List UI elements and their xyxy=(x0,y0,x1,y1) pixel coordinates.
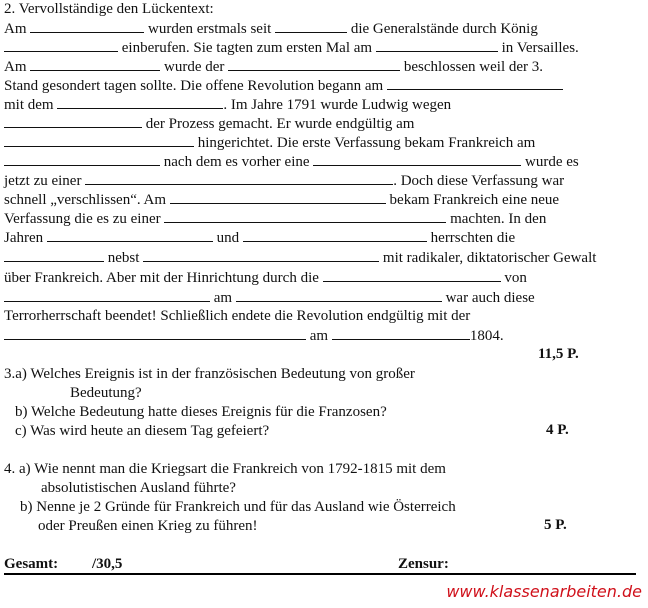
task2-points: 11,5 P. xyxy=(538,346,579,362)
cloze-line-5: mit dem . Im Jahre 1791 wurde Ludwig wegen xyxy=(4,97,452,113)
cloze-line-8: nach dem es vorher eine wurde es xyxy=(4,152,579,172)
cloze-line-15: am war auch diese xyxy=(4,288,535,308)
blank[interactable] xyxy=(387,76,563,90)
cloze-line-3: Am wurde der beschlossen weil der 3. xyxy=(4,59,544,75)
blank[interactable] xyxy=(4,326,306,340)
blank[interactable] xyxy=(143,248,379,262)
task3-b: b) Welche Bedeutung hatte dieses Ereignis für die Franzosen? xyxy=(15,404,387,420)
task3-points: 4 P. xyxy=(546,422,569,438)
blank[interactable] xyxy=(4,152,160,166)
blank[interactable] xyxy=(275,19,347,33)
cloze-line-16: Terrorherrschaft beendet! Schließlich endete die Revolution endgültig mit der xyxy=(4,308,471,324)
blank[interactable] xyxy=(313,152,521,166)
task4-b-line1: b) Nenne je 2 Gründe für Frankreich und für das Ausland wie Österreich xyxy=(20,499,456,515)
watermark-link[interactable]: www.klassenarbeiten.de xyxy=(446,582,642,601)
task4-a-line1: 4. a) Wie nennt man die Kriegsart die Frankreich von 1792-1815 mit dem xyxy=(4,461,446,477)
cloze-line-13: nebst mit radikaler, diktatorischer Gewalt xyxy=(4,248,596,268)
cloze-line-12: Jahren und herrschten die xyxy=(4,230,516,246)
blank[interactable] xyxy=(4,248,104,262)
blank[interactable] xyxy=(30,19,144,33)
blank[interactable] xyxy=(4,133,194,147)
blank[interactable] xyxy=(332,326,470,340)
task3-a-line2: Bedeutung? xyxy=(70,385,142,401)
blank[interactable] xyxy=(228,57,400,71)
blank[interactable] xyxy=(47,228,213,242)
blank[interactable] xyxy=(323,268,501,282)
blank[interactable] xyxy=(30,57,160,71)
blank[interactable] xyxy=(4,288,210,302)
task4-a-line2: absolutistischen Ausland führte? xyxy=(41,480,236,496)
task4-b-line2: oder Preußen einen Krieg zu führen! xyxy=(38,518,258,534)
task2-title: 2. Vervollständige den Lückentext: xyxy=(4,1,214,17)
cloze-line-10: schnell „verschlissen“. Am bekam Frankreich eine neue xyxy=(4,192,560,208)
cloze-line-14: über Frankreich. Aber mit der Hinrichtung durch die von xyxy=(4,270,527,286)
cloze-line-9: jetzt zu einer . Doch diese Verfassung war xyxy=(4,173,565,189)
blank[interactable] xyxy=(85,171,393,185)
blank[interactable] xyxy=(376,38,498,52)
grade-label: Zensur: xyxy=(398,556,449,572)
cloze-line-11: Verfassung die es zu einer machten. In den xyxy=(4,211,547,227)
cloze-line-17: am 1804. xyxy=(4,326,504,346)
blank[interactable] xyxy=(236,288,442,302)
blank[interactable] xyxy=(4,114,142,128)
blank[interactable] xyxy=(164,209,446,223)
blank[interactable] xyxy=(57,95,223,109)
cloze-line-6: der Prozess gemacht. Er wurde endgültig am xyxy=(4,114,414,134)
blank[interactable] xyxy=(170,190,386,204)
task3-a-line1: 3.a) Welches Ereignis ist in der französischen Bedeutung von großer xyxy=(4,366,415,382)
total-value: /30,5 xyxy=(92,556,123,572)
cloze-line-7: hingerichtet. Die erste Verfassung bekam Frankreich am xyxy=(4,133,535,153)
blank[interactable] xyxy=(243,228,427,242)
cloze-line-4: Stand gesondert tagen sollte. Die offene Revolution begann am xyxy=(4,76,563,96)
blank[interactable] xyxy=(4,38,118,52)
task3-c: c) Was wird heute an diesem Tag gefeiert? xyxy=(15,423,270,439)
cloze-line-2: einberufen. Sie tagten zum ersten Mal am in Versailles. xyxy=(4,38,579,58)
cloze-line-1: Am wurden erstmals seit die Generalstände durch König xyxy=(4,21,538,37)
footer-divider xyxy=(4,573,636,575)
task4-points: 5 P. xyxy=(544,517,567,533)
total-label: Gesamt: xyxy=(4,556,59,572)
